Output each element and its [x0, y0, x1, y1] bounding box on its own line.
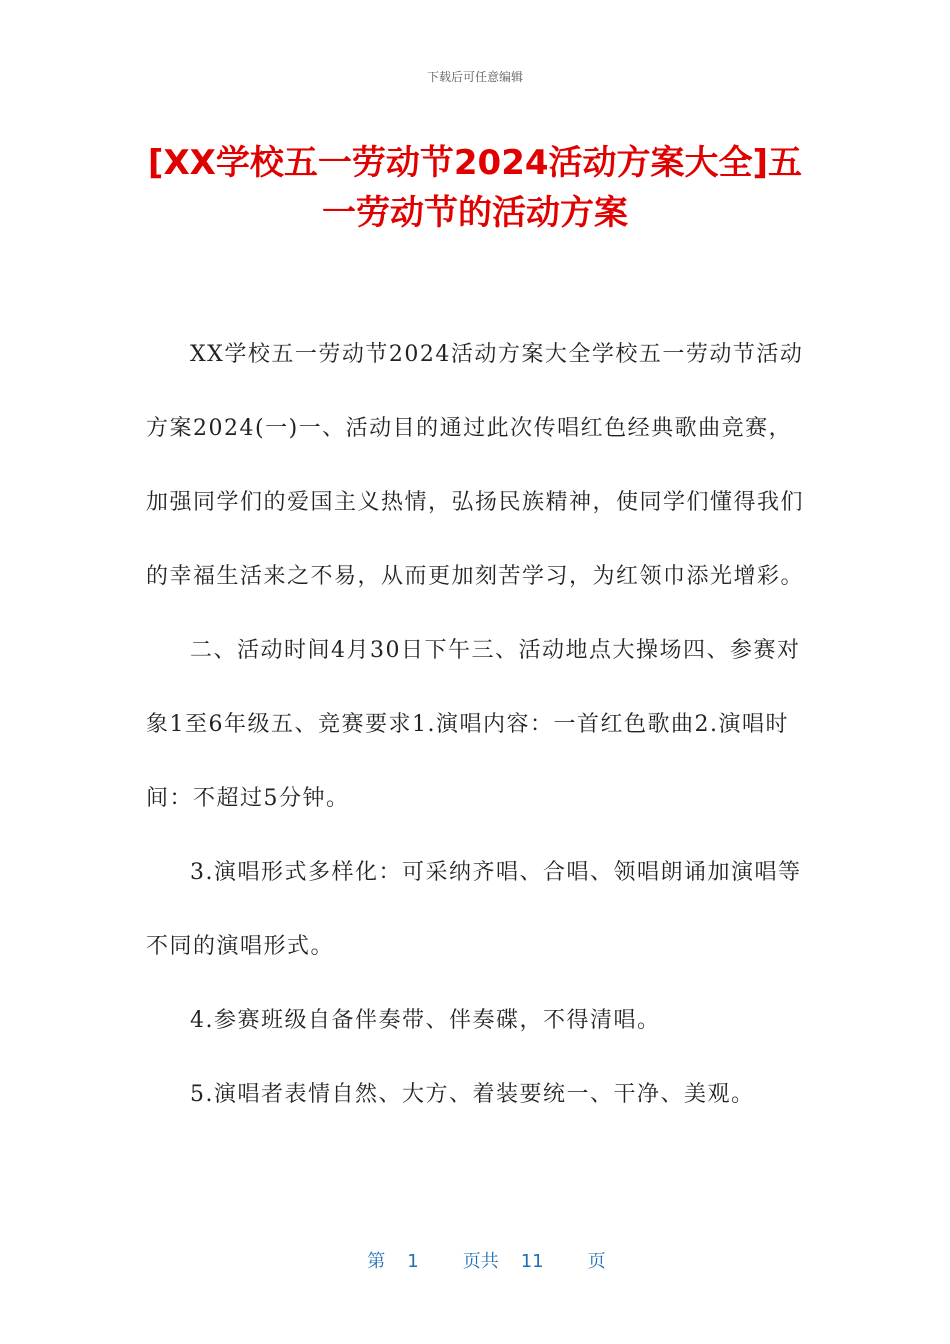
paragraph-2: 二、活动时间4月30日下午三、活动地点大操场四、参赛对象1至6年级五、竞赛要求1.演唱内容：一首红色歌曲2.演唱时间：不超过5分钟。: [146, 638, 801, 811]
page-footer: [0, 1226, 950, 1294]
footer-suffix: 页: [587, 1251, 606, 1272]
total-pages-number: 11: [520, 1251, 544, 1272]
header-note: 下载后可任意编辑: [426, 70, 523, 84]
document-body: [146, 318, 806, 1132]
paragraph-5: 5.演唱者表情自然、大方、着装要统一、干净、美观。: [190, 1082, 755, 1107]
footer-prefix: 第: [367, 1251, 386, 1272]
paragraph-1: XX学校五一劳动节2024活动方案大全学校五一劳动节活动方案2024(一)一、活动目的通过此次传唱红色经典歌曲竞赛，加强同学们的爱国主义热情，弘扬民族精神，使同学们懂得我们的幸福生活来之不易，从而更加刻苦学习，为红领巾添光增彩。: [146, 342, 805, 589]
paragraph-4: 4.参赛班级自备伴奏带、伴奏碟，不得清唱。: [190, 1008, 661, 1033]
footer-middle: 页共: [462, 1251, 499, 1272]
paragraph-3: 3.演唱形式多样化：可采纳齐唱、合唱、领唱朗诵加演唱等不同的演唱形式。: [146, 860, 802, 959]
document-title: [XX学校五一劳动节2024活动方案大全]五一劳动节的活动方案: [147, 143, 803, 233]
current-page-number: 1: [407, 1251, 419, 1272]
